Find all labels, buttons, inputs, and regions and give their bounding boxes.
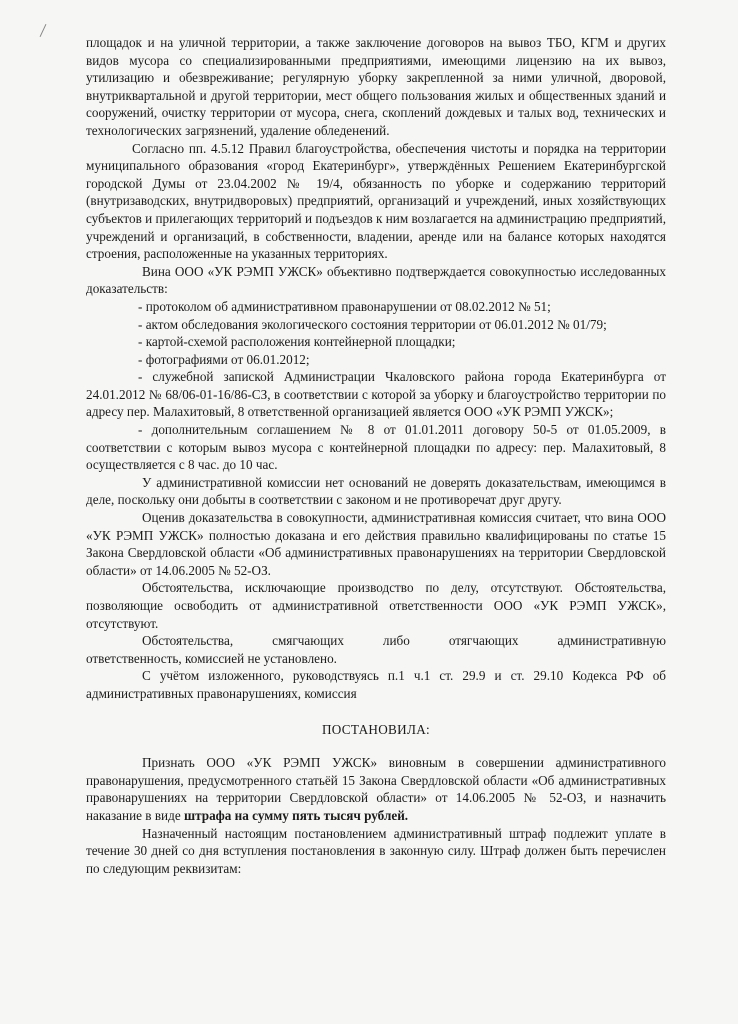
- verdict-text: Признать ООО «УК РЭМП УЖСК» виновным в совершении административного правонарушения, предусмотренного статьёй 15 Закона Свердловской области «Об административных правонарушениях на территории Свердловской области» от 14.06.2005 № 52-ОЗ, и назначить наказание в виде: [86, 755, 666, 823]
- evidence-item-photos: - фотографиями от 06.01.2012;: [138, 351, 310, 367]
- fine-amount: штрафа на сумму пять тысяч рублей.: [183, 807, 409, 823]
- paragraph-mitigating-rest: ответственность, комиссией не установлено.: [86, 650, 337, 666]
- evidence-item-protocol: - протоколом об административном правонарушении от 08.02.2012 № 51;: [138, 298, 551, 314]
- word: либо: [382, 633, 410, 649]
- word: смягчающих: [272, 633, 344, 649]
- paragraph-code-reference: С учётом изложенного, руководствуясь п.1 ч.1 ст. 29.9 и ст. 29.10 Кодекса РФ об административных правонарушениях, комиссия: [86, 668, 666, 701]
- evidence-item-agreement: - дополнительным соглашением № 8 от 01.01.2011 договору 50-5 от 01.05.2009, в соответствии с которым вывоз мусора с контейнерной площадки по адресу: пер. Малахитовый, 8 осуществляется с 8 час. до 10 час.: [86, 422, 666, 473]
- evidence-item-map: - картой-схемой расположения контейнерной площадки;: [138, 334, 456, 350]
- word: административную: [557, 633, 666, 649]
- paragraph-assessment: Оценив доказательства в совокупности, административная комиссия считает, что вина ООО «УК РЭМП УЖСК» полностью доказана и его действия правильно квалифицированы по статье 15 Закона Свердловской области «Об административных правонарушениях на территории Свердловской области» от 14.06.2005 № 52-ОЗ.: [86, 510, 666, 578]
- paragraph-trust: У административной комиссии нет оснований не доверять доказательствам, имеющимся в деле, поскольку они добыты в соответствии с законом и не противоречат друг другу.: [86, 474, 666, 508]
- resolution-heading: ПОСТАНОВИЛА:: [321, 721, 431, 737]
- document-page: [86, 34, 666, 877]
- paragraph-mitigating-line: [86, 632, 666, 650]
- paragraph-evidence-intro: Вина ООО «УК РЭМП УЖСК» объективно подтверждается совокупностью исследованных доказательств:: [86, 263, 666, 297]
- word: Обстоятельства,: [142, 633, 234, 649]
- evidence-item-inspection-act: - актом обследования экологического состояния территории от 06.01.2012 № 01/79;: [138, 316, 607, 332]
- paragraph-duties: площадок и на уличной территории, а также заключение договоров на вывоз ТБО, КГМ и других видов мусора со специализированными предприятиями, имеющими лицензию на их вывоз, утилизацию и обезвреживание; регулярную уборку закрепленной за ними уличной, дворовой, внутриквартальной и другой территории, мест общего пользования жилых и общественных зданий и сооружений, очистку территории от мусора, снега, скоплений дождевых и талых вод, технических и технологических загрязнений, удаление обледенений.: [86, 35, 666, 138]
- pen-mark: [40, 24, 47, 37]
- evidence-item-memo: - служебной запиской Администрации Чкаловского района города Екатеринбурга от 24.01.2012 № 68/06-01-16/86-СЗ, в соответствии с которой за уборку и благоустройство территории по адресу пер. Малахитовый, 8 ответственной организацией является ООО «УК РЭМП УЖСК»;: [86, 369, 666, 420]
- paragraph-circumstances: Обстоятельства, исключающие производство по делу, отсутствуют. Обстоятельства, позволяющие освободить от административной ответственности ООО «УК РЭМП УЖСК», отсутствуют.: [86, 580, 666, 631]
- paragraph-verdict: [86, 754, 666, 824]
- paragraph-payment: Назначенный настоящим постановлением административный штраф подлежит уплате в течение 30 дней со дня вступления постановления в законную силу. Штраф должен быть перечислен по следующим реквизитам:: [86, 825, 666, 876]
- word: отягчающих: [448, 633, 519, 649]
- paragraph-rules-reference: Согласно пп. 4.5.12 Правил благоустройства, обеспечения чистоты и порядка на территории муниципального образования «город Екатеринбург», утверждённых Решением Екатеринбургской городской Думы от 23.04.2002 № 19/4, обязанность по уборке и содержанию территорий (внутризаводских, внутридворовых) предприятий, организаций и учреждений, иных хозяйствующих субъектов и прилегающих территорий и подъездов к ним возлагается на администрацию предприятий, учреждений и организаций, в собственности, владении, аренде или на балансе которых находятся строения, расположенные на указанных территориях.: [86, 140, 666, 262]
